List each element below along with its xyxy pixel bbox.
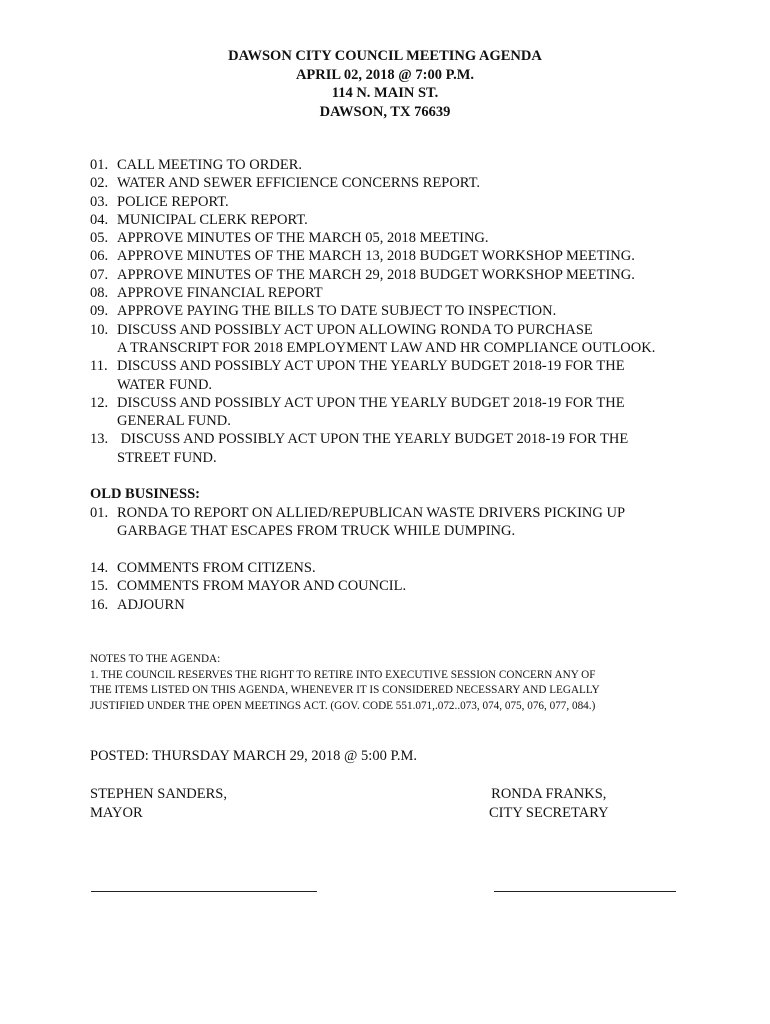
item-text-line: WATER FUND. bbox=[117, 376, 213, 393]
agenda-item bbox=[90, 211, 730, 229]
item-number: 16. bbox=[90, 596, 109, 613]
header-address: 114 N. MAIN ST. bbox=[331, 85, 439, 102]
item-text bbox=[117, 247, 730, 265]
item-text-line: APPROVE MINUTES OF THE MARCH 13, 2018 BUDGET WORKSHOP MEETING. bbox=[117, 248, 635, 265]
item-text bbox=[117, 284, 730, 302]
item-text bbox=[117, 430, 730, 467]
item-text bbox=[117, 229, 730, 247]
old-business-heading: OLD BUSINESS: bbox=[90, 486, 200, 502]
item-number: 07. bbox=[90, 266, 109, 283]
signer-name: RONDA FRANKS, bbox=[491, 786, 607, 802]
item-text bbox=[117, 193, 730, 211]
item-number: 12. bbox=[90, 394, 109, 411]
item-number: 09. bbox=[90, 303, 109, 320]
item-text-line: DISCUSS AND POSSIBLY ACT UPON THE YEARLY BUDGET 2018-19 FOR THE bbox=[117, 394, 625, 411]
agenda-item bbox=[90, 394, 730, 431]
item-number: 01. bbox=[90, 157, 109, 173]
agenda-item bbox=[90, 174, 730, 192]
item-number: 05. bbox=[90, 230, 109, 247]
signer-name: STEPHEN SANDERS, bbox=[90, 786, 227, 802]
signature-block-secretary bbox=[489, 785, 609, 822]
agenda-item bbox=[90, 559, 730, 577]
item-text-line: WATER AND SEWER EFFICIENCE CONCERNS REPORT. bbox=[117, 175, 480, 192]
item-text-line: APPROVE MINUTES OF THE MARCH 29, 2018 BUDGET WORKSHOP MEETING. bbox=[117, 266, 635, 283]
agenda-item bbox=[90, 247, 730, 265]
agenda-item bbox=[90, 504, 730, 541]
item-text bbox=[117, 357, 730, 394]
notes-heading: NOTES TO THE AGENDA: bbox=[90, 653, 221, 665]
item-number: 15. bbox=[90, 578, 109, 595]
item-text-line: GARBAGE THAT ESCAPES FROM TRUCK WHILE DUMPING. bbox=[117, 523, 516, 540]
item-text-line: STREET FUND. bbox=[117, 449, 217, 466]
signer-title: MAYOR bbox=[90, 804, 143, 821]
agenda-item bbox=[90, 193, 730, 211]
agenda-item bbox=[90, 430, 730, 467]
item-text-line: APPROVE MINUTES OF THE MARCH 05, 2018 MEETING. bbox=[117, 230, 489, 247]
agenda-notes bbox=[90, 652, 730, 714]
item-number: 02. bbox=[90, 175, 109, 192]
agenda-item bbox=[90, 321, 730, 358]
item-number: 13. bbox=[90, 431, 109, 448]
item-text-line: POLICE REPORT. bbox=[117, 193, 229, 210]
item-text bbox=[117, 174, 730, 192]
agenda-item bbox=[90, 229, 730, 247]
header-city: DAWSON, TX 76639 bbox=[319, 103, 451, 120]
item-number: 11. bbox=[90, 358, 108, 375]
item-number: 06. bbox=[90, 248, 109, 265]
notes-line: JUSTIFIED UNDER THE OPEN MEETINGS ACT. (GOV. CODE 551.071,.072..073, 074, 075, 076, 077, 084.) bbox=[90, 699, 596, 712]
item-number: 10. bbox=[90, 321, 109, 338]
item-text-line: ADJOURN bbox=[117, 596, 185, 613]
posted-date: POSTED: THURSDAY MARCH 29, 2018 @ 5:00 P.M. bbox=[90, 748, 418, 764]
header-date: APRIL 02, 2018 @ 7:00 P.M. bbox=[295, 66, 475, 83]
item-text-line: RONDA TO REPORT ON ALLIED/REPUBLICAN WASTE DRIVERS PICKING UP bbox=[117, 505, 626, 521]
agenda-item bbox=[90, 266, 730, 284]
agenda-list bbox=[90, 156, 730, 467]
item-text bbox=[117, 321, 730, 358]
notes-line: THE ITEMS LISTED ON THIS AGENDA, WHENEVER IT IS CONSIDERED NECESSARY AND LEGALLY bbox=[90, 684, 600, 696]
item-number: 08. bbox=[90, 285, 109, 302]
item-number: 04. bbox=[90, 211, 109, 228]
item-text-line: CALL MEETING TO ORDER. bbox=[117, 157, 303, 173]
agenda-item bbox=[90, 156, 730, 174]
item-text bbox=[117, 559, 730, 577]
item-text-line: GENERAL FUND. bbox=[117, 413, 231, 430]
header-title: DAWSON CITY COUNCIL MEETING AGENDA bbox=[228, 48, 542, 64]
agenda-item bbox=[90, 284, 730, 302]
old-business-list bbox=[90, 504, 730, 541]
signature-block-mayor bbox=[90, 785, 227, 822]
item-text bbox=[117, 266, 730, 284]
item-text bbox=[117, 596, 730, 614]
item-text-line: APPROVE FINANCIAL REPORT bbox=[117, 285, 323, 302]
item-text-line: DISCUSS AND POSSIBLY ACT UPON THE YEARLY BUDGET 2018-19 FOR THE bbox=[117, 358, 625, 375]
signer-title: CITY SECRETARY bbox=[489, 804, 609, 821]
signature-line-secretary bbox=[494, 891, 676, 892]
item-text bbox=[117, 156, 730, 174]
item-text bbox=[117, 211, 730, 229]
item-text-line: A TRANSCRIPT FOR 2018 EMPLOYMENT LAW AND HR COMPLIANCE OUTLOOK. bbox=[117, 339, 656, 356]
item-number: 03. bbox=[90, 193, 109, 210]
item-text bbox=[117, 394, 730, 431]
item-text bbox=[117, 504, 730, 541]
item-text-line: APPROVE PAYING THE BILLS TO DATE SUBJECT TO INSPECTION. bbox=[117, 303, 557, 320]
closing-list bbox=[90, 559, 730, 614]
item-text-line: COMMENTS FROM MAYOR AND COUNCIL. bbox=[117, 578, 407, 595]
item-number: 01. bbox=[90, 505, 109, 521]
notes-line: 1. THE COUNCIL RESERVES THE RIGHT TO RETIRE INTO EXECUTIVE SESSION CONCERN ANY OF bbox=[90, 668, 596, 681]
agenda-header bbox=[0, 47, 770, 121]
agenda-item bbox=[90, 596, 730, 614]
agenda-item bbox=[90, 357, 730, 394]
item-number: 14. bbox=[90, 560, 109, 576]
signature-line-mayor bbox=[91, 891, 317, 892]
agenda-item bbox=[90, 577, 730, 595]
item-text-line: DISCUSS AND POSSIBLY ACT UPON THE YEARLY BUDGET 2018-19 FOR THE bbox=[117, 431, 629, 448]
item-text bbox=[117, 577, 730, 595]
item-text-line: COMMENTS FROM CITIZENS. bbox=[117, 560, 316, 576]
agenda-item bbox=[90, 302, 730, 320]
item-text-line: MUNICIPAL CLERK REPORT. bbox=[117, 211, 308, 228]
item-text bbox=[117, 302, 730, 320]
item-text-line: DISCUSS AND POSSIBLY ACT UPON ALLOWING RONDA TO PURCHASE bbox=[117, 321, 593, 338]
